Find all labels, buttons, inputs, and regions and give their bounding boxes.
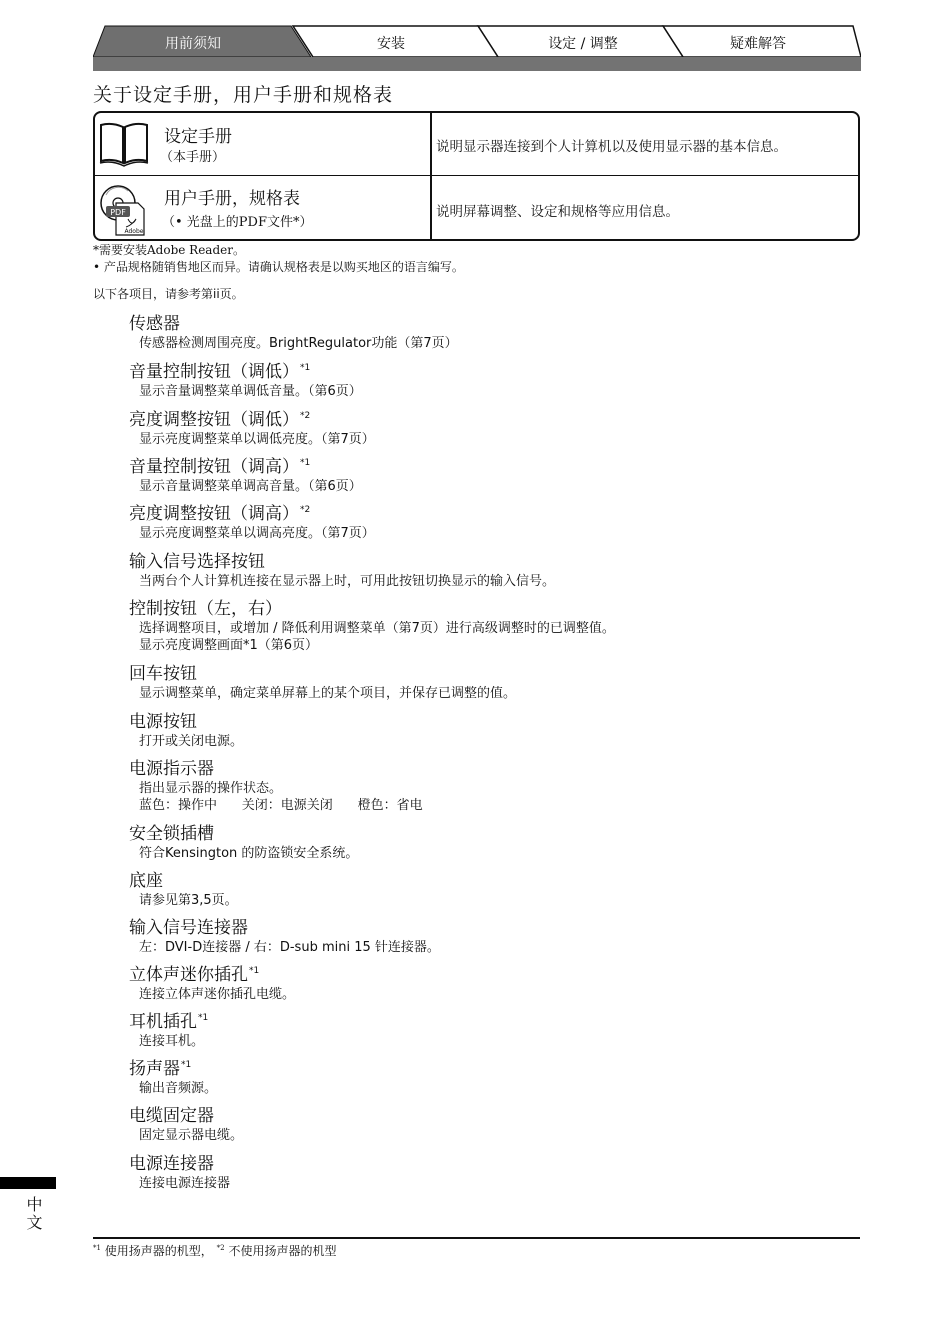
item-title: 安全锁插槽 bbox=[129, 824, 214, 844]
note-spec: • 产品规格随销售地区而异。请确认规格表是以购买地区的语言编写。 bbox=[93, 260, 464, 274]
list-item bbox=[129, 819, 358, 862]
manual-subtitle: （• 光盘上的PDF文件*） bbox=[162, 215, 313, 230]
list-item bbox=[129, 1054, 217, 1097]
item-desc: 当两台个人计算机连接在显示器上时，可用此按钮切换显示的输入信号。 bbox=[139, 574, 556, 589]
item-desc: 连接电源连接器 bbox=[139, 1176, 231, 1191]
item-title: 电缆固定器 bbox=[129, 1106, 214, 1126]
list-item bbox=[129, 866, 238, 909]
item-title: 电源按钮 bbox=[129, 712, 197, 732]
list-item bbox=[129, 659, 516, 702]
list-item bbox=[129, 1007, 208, 1050]
footnote-mark-2: *2 bbox=[216, 1244, 225, 1252]
list-item bbox=[129, 452, 362, 495]
note-adobe: *需要安装Adobe Reader。 bbox=[93, 243, 245, 257]
list-item bbox=[129, 707, 243, 750]
item-desc: 打开或关闭电源。 bbox=[139, 734, 244, 749]
item-desc: 左：DVI-D连接器 / 右：D-sub mini 15 针连接器。 bbox=[139, 940, 440, 955]
item-title: 亮度调整按钮（调低） bbox=[129, 410, 299, 430]
list-item bbox=[129, 913, 440, 956]
item-title: 输入信号连接器 bbox=[129, 918, 248, 938]
item-desc: 传感器检测周围亮度。BrightRegulator功能（第7页） bbox=[139, 336, 458, 351]
tab-troubleshooting[interactable]: 疑难解答 bbox=[730, 36, 786, 52]
tab-underbar bbox=[93, 57, 861, 71]
item-desc: 连接立体声迷你插孔电缆。 bbox=[139, 987, 296, 1002]
manual-description: 说明显示器连接到个人计算机以及使用显示器的基本信息。 bbox=[436, 139, 787, 155]
item-mark: *1 bbox=[198, 1013, 209, 1023]
item-title: 电源连接器 bbox=[129, 1154, 214, 1174]
manual-row bbox=[95, 113, 858, 176]
item-desc: 显示亮度调整画面*1（第6页） bbox=[139, 638, 319, 653]
item-desc: 蓝色：操作中 关闭：电源关闭 橙色：省电 bbox=[139, 798, 423, 813]
page-title: 关于设定手册，用户手册和规格表 bbox=[93, 84, 394, 106]
item-mark: *1 bbox=[181, 1060, 192, 1070]
pdf-badge: PDF bbox=[110, 208, 126, 217]
item-desc: 显示调整菜单，确定菜单屏幕上的某个项目，并保存已调整的值。 bbox=[139, 686, 517, 701]
item-mark: *1 bbox=[249, 966, 260, 976]
item-title: 音量控制按钮（调高） bbox=[129, 457, 299, 477]
item-desc: 显示音量调整菜单调高音量。（第6页） bbox=[139, 479, 362, 494]
tab-installation[interactable]: 安装 bbox=[377, 36, 405, 52]
footer-rule bbox=[93, 1237, 860, 1239]
item-title: 亮度调整按钮（调高） bbox=[129, 504, 299, 524]
tab-before-use[interactable]: 用前须知 bbox=[165, 36, 221, 52]
footnote-mark-1: *1 bbox=[93, 1244, 101, 1252]
item-title: 回车按钮 bbox=[129, 664, 197, 684]
item-desc: 显示音量调整菜单调低音量。（第6页） bbox=[139, 384, 362, 399]
list-item bbox=[129, 309, 458, 352]
footnote-text-2: 不使用扬声器的机型 bbox=[228, 1244, 337, 1258]
item-title: 立体声迷你插孔 bbox=[129, 965, 248, 985]
footnote-text-1: 使用扬声器的机型， bbox=[104, 1244, 213, 1258]
item-mark: *2 bbox=[300, 411, 311, 421]
manual-table bbox=[93, 111, 860, 241]
item-desc: 显示亮度调整菜单以调高亮度。（第7页） bbox=[139, 526, 375, 541]
list-item bbox=[129, 1149, 230, 1192]
item-desc: 输出音频源。 bbox=[139, 1081, 218, 1096]
language-tab-bar bbox=[0, 1177, 56, 1189]
item-mark: *1 bbox=[300, 458, 311, 468]
list-item bbox=[129, 547, 555, 590]
item-desc: 请参见第3,5页。 bbox=[139, 893, 238, 908]
item-desc: 符合Kensington 的防盗锁安全系统。 bbox=[139, 846, 359, 861]
tab-setting-adjustment[interactable]: 设定 / 调整 bbox=[548, 36, 618, 52]
list-item bbox=[129, 357, 362, 400]
footnote bbox=[93, 1242, 336, 1259]
manual-subtitle: （本手册） bbox=[160, 150, 226, 165]
item-title: 底座 bbox=[129, 871, 163, 891]
item-title: 输入信号选择按钮 bbox=[129, 552, 265, 572]
item-mark: *2 bbox=[300, 505, 311, 515]
manual-title: 设定手册 bbox=[164, 127, 232, 147]
list-item bbox=[129, 405, 375, 448]
list-item bbox=[129, 499, 375, 542]
list-item bbox=[129, 1101, 243, 1144]
item-mark: *1 bbox=[300, 363, 311, 373]
item-title: 耳机插孔 bbox=[129, 1012, 197, 1032]
manual-title: 用户手册，规格表 bbox=[164, 189, 300, 209]
language-label: 中文 bbox=[24, 1196, 43, 1232]
item-desc: 连接耳机。 bbox=[139, 1034, 205, 1049]
item-title: 音量控制按钮（调低） bbox=[129, 362, 299, 382]
manual-row bbox=[95, 176, 858, 239]
manual-description: 说明屏幕调整、设定和规格等应用信息。 bbox=[436, 204, 679, 220]
intro-text: 以下各项目，请参考第ii页。 bbox=[93, 287, 244, 301]
list-item bbox=[129, 754, 423, 814]
item-desc: 显示亮度调整菜单以调低亮度。（第7页） bbox=[139, 432, 375, 447]
cd-pdf-icon bbox=[98, 181, 154, 239]
item-title: 电源指示器 bbox=[129, 759, 214, 779]
table-divider bbox=[430, 113, 432, 239]
item-desc: 指出显示器的操作状态。 bbox=[139, 781, 283, 796]
list-item bbox=[129, 960, 295, 1003]
item-desc: 选择调整项目，或增加 / 降低利用调整菜单（第7页）进行高级调整时的已调整值。 bbox=[139, 621, 615, 636]
adobe-badge: Adobe bbox=[124, 228, 144, 235]
book-icon bbox=[98, 119, 150, 169]
item-desc: 固定显示器电缆。 bbox=[139, 1128, 244, 1143]
item-title: 控制按钮（左，右） bbox=[129, 599, 282, 619]
list-item bbox=[129, 594, 615, 654]
item-title: 扬声器 bbox=[129, 1059, 180, 1079]
item-title: 传感器 bbox=[129, 314, 180, 334]
